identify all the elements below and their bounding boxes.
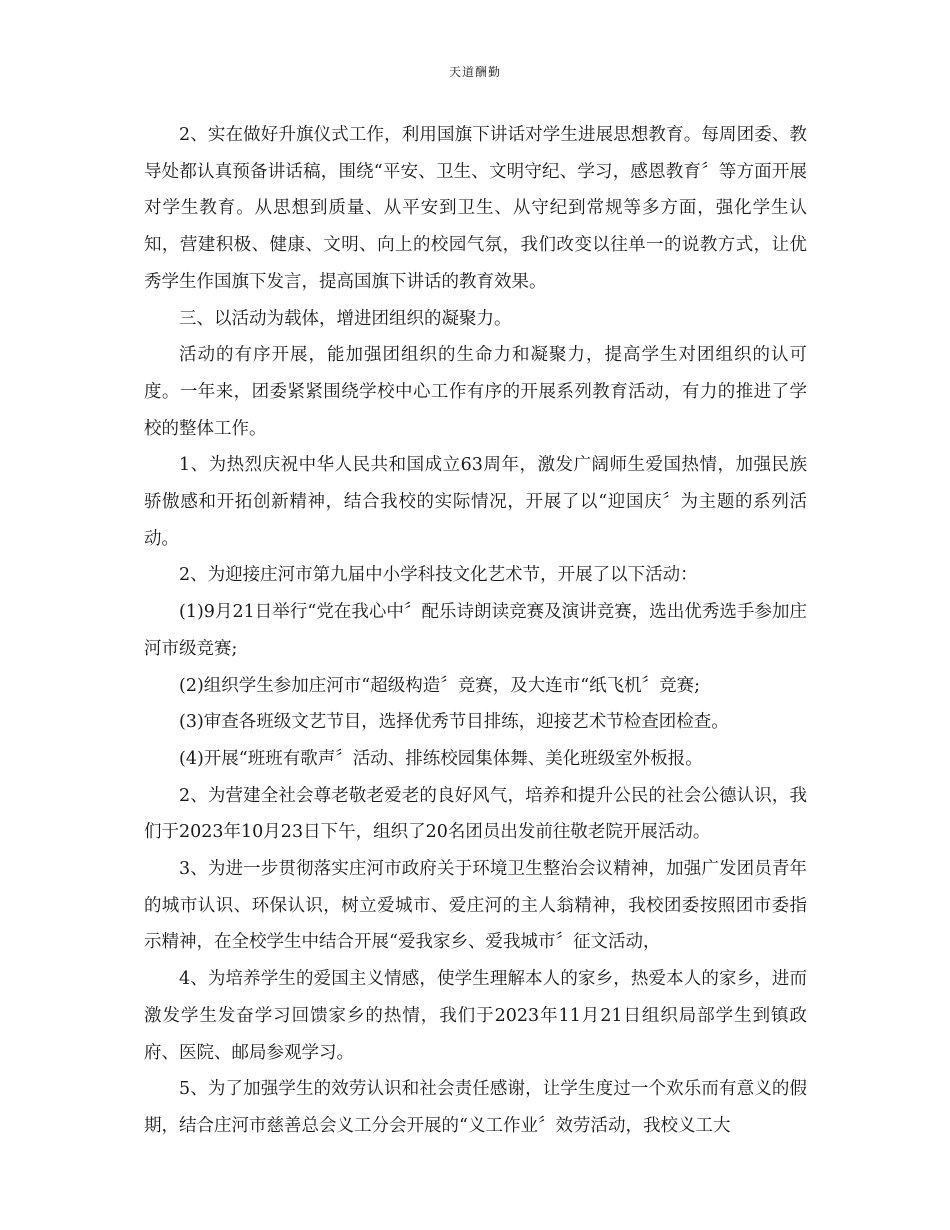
paragraph-national-day: 1、为热烈庆祝中华人民共和国成立63周年，激发广阔师生爱国热情，加强民族骄傲感和开拓创新精神，结合我校的实际情况，开展了以“迎国庆〞为主题的系列活动。 — [144, 455, 807, 549]
list-item-structure-contest: (2)组织学生参加庄河市“超级构造〞竞赛，及大连市“纸飞机〞竞赛; — [179, 675, 701, 696]
list-item-poetry-contest: (1)9月21日举行“党在我心中〞配乐诗朗读竞赛及演讲竞赛，选出优秀选手参加庄河市级竞赛; — [144, 602, 807, 659]
paragraph-environment: 3、为进一步贯彻落实庄河市政府关于环境卫生整治会议精神，加强广发团员青年的城市认识、环保认识，树立爱城市、爱庄河的主人翁精神，我校团委按照团市委指示精神，在全校学生中结合开展“爱我家乡、爱我城市〞征文活动， — [144, 859, 807, 953]
list-item-singing-activity: (4)开展“班班有歌声〞活动、排练校园集体舞、美化班级室外板报。 — [179, 748, 703, 769]
paragraph-volunteer: 5、为了加强学生的效劳认识和社会责任感谢，让学生度过一个欢乐而有意义的假期，结合庄河市慈善总会义工分会开展的“义工作业〞效劳活动，我校义工大 — [144, 1079, 807, 1136]
page-header: 天道酬勤 — [448, 65, 501, 79]
paragraph-flag-ceremony: 2、实在做好升旗仪式工作，利用国旗下讲话对学生进展思想教育。每周团委、教导处都认真预备讲话稿，围绕“平安、卫生、文明守纪、学习，感恩教育〞等方面开展对学生教育。从思想到质量、从平安到卫生、从守纪到常规等多方面，强化学生认知，营建积极、健康、文明、向上的校园气氛，我们改变以往单一的说教方式，让优秀学生作国旗下发言，提高国旗下讲话的教育效果。 — [144, 125, 807, 292]
list-item-program-review: (3)审查各班级文艺节目，选择优秀节目排练，迎接艺术节检查团检查。 — [179, 712, 729, 733]
paragraph-elderly-respect: 2、为营建全社会尊老敬老爱老的良好风气，培养和提升公民的社会公德认识，我们于2023年10月23日下午，组织了20名团员出发前往敬老院开展活动。 — [144, 785, 807, 843]
section-heading-activities: 三、以活动为载体，增进团组织的凝聚力。 — [179, 308, 512, 329]
paragraph-art-festival: 2、为迎接庄河市第九届中小学科技文化艺术节，开展了以下活动： — [179, 565, 698, 586]
document-body — [144, 117, 807, 1145]
paragraph-patriotism: 4、为培养学生的爱国主义情感，使学生理解本人的家乡，热爱本人的家乡，进而激发学生发奋学习回馈家乡的热情，我们于2023年11月21日组织局部学生到镇政府、医院、邮局参观学习。 — [144, 969, 807, 1063]
paragraph-activities-intro: 活动的有序开展，能加强团组织的生命力和凝聚力，提高学生对团组织的认可度。一年来，团委紧紧围绕学校中心工作有序的开展系列教育活动，有力的推进了学校的整体工作。 — [144, 345, 807, 439]
